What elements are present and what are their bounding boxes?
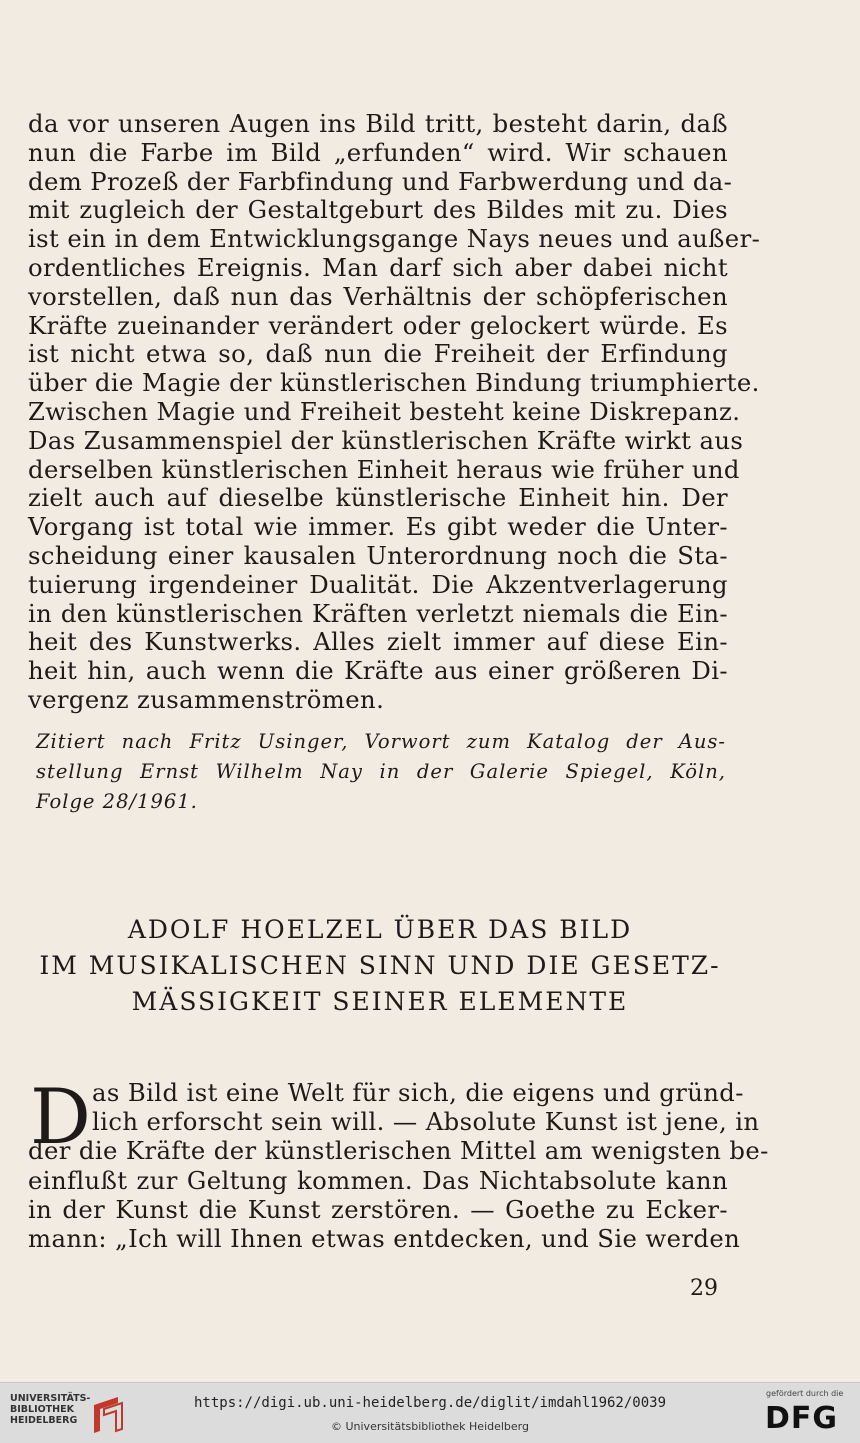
text-line: nun die Farbe im Bild „erfunden“ wird. Wir schauen [28,137,728,167]
text-line: tuierung irgendeiner Dualität. Die Akzentverlagerung [28,569,728,599]
page-number: 29 [690,1276,718,1301]
text-line: mann: „Ich will Ihnen etwas entdecken, und Sie werden [28,1224,741,1254]
text-line: über die Magie der künstlerischen Bindung triumphierte. [28,368,760,398]
citation [36,727,726,817]
citation-line: Folge 28/1961. [36,790,198,813]
text-line: derselben künstlerischen Einheit heraus wie früher und [28,454,740,484]
heading-line: MÄSSIGKEIT SEINER ELEMENTE [131,987,629,1016]
drop-cap: D [30,1072,91,1161]
text-line: lich erforscht sein will. — Absolute Kunst ist jene, in [92,1107,760,1137]
heading-line: ADOLF HOELZEL ÜBER DAS BILD [127,915,633,944]
text-line: der die Kräfte der künstlerischen Mittel am wenigsten be- [28,1136,769,1166]
text-line: in den künstlerischen Kräften verletzt niemals die Ein- [28,598,728,628]
text-line: da vor unseren Augen ins Bild tritt, besteht darin, daß [28,109,728,138]
copyright-notice: © Universitätsbibliothek Heidelberg [330,1420,529,1433]
citation-line: Zitiert nach Fritz Usinger, Vorwort zum Katalog der Aus- [36,730,726,753]
text-line: ist ein in dem Entwicklungsgange Nays neues und außer- [28,224,761,254]
section-heading [30,912,730,1020]
text-line: vergenz zusammenströmen. [28,684,385,714]
body-paragraph [28,109,761,715]
text-line: heit des Kunstwerks. Alles zielt immer auf diese Ein- [28,627,728,657]
section-paragraph [28,1072,769,1254]
dfg-caption: gefördert durch die [766,1389,844,1398]
text-line: zielt auch auf dieselbe künstlerische Einheit hin. Der [28,483,728,513]
dfg-logo[interactable] [762,1387,852,1439]
text-line: Das Zusammenspiel der künstlerischen Kräfte wirkt aus [28,425,744,455]
heading-line: IM MUSIKALISCHEN SINN UND DIE GESETZ- [39,951,721,980]
dfg-wordmark: DFG [765,1401,839,1436]
citation-line: stellung Ernst Wilhelm Nay in der Galerie Spiegel, Köln, [36,760,726,783]
text-line: as Bild ist eine Welt für sich, die eigens und gründ- [92,1078,744,1107]
text-line: mit zugleich der Gestaltgeburt des Bildes mit zu. Dies [28,195,728,225]
text-line: Vorgang ist total wie immer. Es gibt weder die Unter- [28,512,728,542]
text-line: Kräfte zueinander verändert oder gelockert würde. Es [28,310,728,340]
viewer-footer [0,1382,860,1443]
text-line: vorstellen, daß nun das Verhältnis der schöpferischen [28,281,728,311]
text-line: Zwischen Magie und Freiheit besteht keine Diskrepanz. [28,396,741,426]
text-line: in der Kunst die Kunst zerstören. — Goethe zu Ecker- [28,1194,728,1224]
page-url-link[interactable]: https://digi.ub.uni-heidelberg.de/diglit/imdahl1962/0039 [193,1395,666,1411]
text-line: scheidung einer kausalen Unterordnung noch die Sta- [28,540,728,570]
text-line: ordentliches Ereignis. Man darf sich aber dabei nicht [28,252,728,282]
text-line: dem Prozeß der Farbfindung und Farbwerdung und da- [28,166,733,196]
text-line: ist nicht etwa so, daß nun die Freiheit der Erfindung [28,339,728,369]
text-line: heit hin, auch wenn die Kräfte aus einer größeren Di- [28,656,728,686]
text-line: einflußt zur Geltung kommen. Das Nichtabsolute kann [28,1165,728,1195]
logo-text: UNIVERSITÄTS- BIBLIOTHEK HEIDELBERG [10,1393,91,1426]
